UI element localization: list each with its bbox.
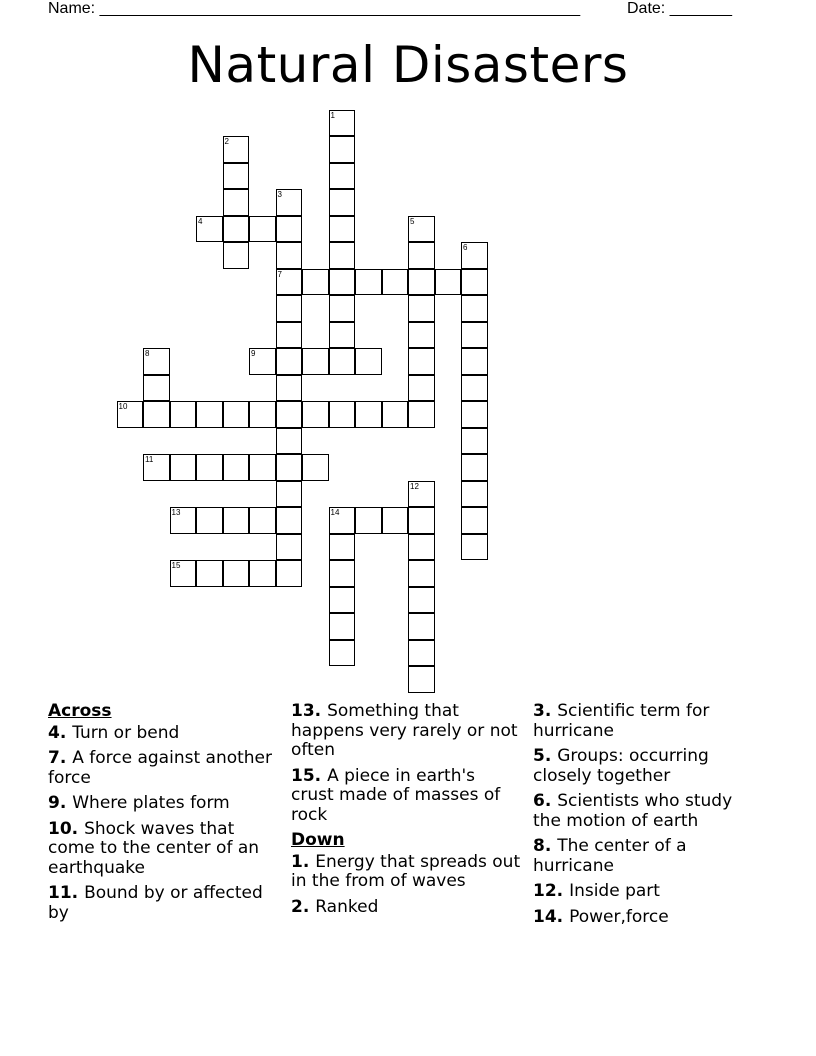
clue-number: 1	[291, 851, 303, 872]
clue-text: Inside part	[569, 881, 660, 901]
grid-cell[interactable]	[276, 454, 303, 481]
clue-item	[291, 767, 523, 826]
grid-cell[interactable]	[329, 587, 356, 614]
grid-cell[interactable]	[276, 428, 303, 455]
grid-cell[interactable]	[461, 454, 488, 481]
grid-cell[interactable]	[223, 189, 250, 216]
grid-cell[interactable]	[355, 507, 382, 534]
grid-cell[interactable]	[461, 534, 488, 561]
clue-item	[48, 724, 284, 744]
cell-number: 8	[145, 349, 150, 358]
grid-cell[interactable]	[408, 401, 435, 428]
grid-cell[interactable]	[223, 454, 250, 481]
clue-item	[533, 908, 765, 928]
clue-number-dot: .	[59, 748, 73, 768]
grid-cell[interactable]	[276, 189, 303, 216]
grid-cell[interactable]	[276, 534, 303, 561]
grid-cell[interactable]	[223, 242, 250, 269]
cell-number: 12	[410, 481, 419, 491]
grid-cell[interactable]	[461, 401, 488, 428]
clue-number-dot: .	[556, 906, 570, 927]
grid-cell[interactable]	[276, 242, 303, 269]
grid-cell[interactable]	[276, 348, 303, 375]
across-heading: Across	[48, 701, 112, 721]
clue-text: Turn or bend	[72, 722, 180, 743]
clue-text: Something that happens very rarely or not often	[291, 701, 518, 760]
grid-cell[interactable]	[143, 454, 170, 481]
cell-number: 5	[410, 216, 415, 226]
grid-cell[interactable]	[196, 401, 223, 428]
clue-number-dot: .	[544, 746, 558, 766]
grid-cell[interactable]	[223, 401, 250, 428]
cell-number: 14	[330, 508, 340, 517]
grid-cell[interactable]	[276, 322, 303, 349]
grid-cell[interactable]	[408, 481, 435, 508]
name-field[interactable]: Name: ______________________________________________________	[48, 0, 581, 17]
grid-cell[interactable]	[408, 322, 435, 349]
grid-cell[interactable]	[276, 507, 303, 534]
grid-cell[interactable]	[302, 454, 329, 481]
grid-cell[interactable]	[117, 401, 144, 428]
grid-cell[interactable]	[302, 348, 329, 375]
clue-column-1	[48, 702, 284, 929]
grid-cell[interactable]	[461, 242, 488, 269]
grid-cell[interactable]	[223, 136, 250, 163]
cell-number: 1	[330, 110, 335, 120]
page-title: Natural Disasters	[187, 36, 629, 94]
cell-number: 13	[171, 508, 181, 517]
grid-cell[interactable]	[196, 216, 223, 243]
grid-cell[interactable]	[408, 534, 435, 561]
clue-text: Shock waves that come to the center of an earthquake	[48, 818, 260, 878]
grid-cell[interactable]	[223, 216, 250, 243]
clue-number-dot: .	[302, 851, 316, 872]
clue-number: 2	[291, 896, 303, 917]
clue-item	[533, 747, 765, 786]
grid-cell[interactable]	[249, 348, 276, 375]
clue-item	[533, 792, 765, 831]
grid-cell[interactable]	[329, 401, 356, 428]
clue-number: 12	[533, 881, 557, 901]
clue-number-dot: .	[302, 896, 316, 917]
clue-item	[533, 882, 765, 902]
clue-text: Power,force	[569, 906, 669, 927]
grid-cell[interactable]	[170, 560, 197, 587]
grid-cell[interactable]	[249, 401, 276, 428]
clue-number: 15	[291, 765, 315, 786]
grid-cell[interactable]	[435, 269, 462, 296]
grid-cell[interactable]	[196, 454, 223, 481]
grid-cell[interactable]	[249, 216, 276, 243]
grid-cell[interactable]	[408, 666, 435, 693]
clue-item	[533, 702, 765, 741]
grid-cell[interactable]	[196, 560, 223, 587]
grid-cell[interactable]	[461, 348, 488, 375]
clue-number: 13	[291, 701, 315, 721]
grid-cell[interactable]	[408, 375, 435, 402]
grid-cell[interactable]	[382, 269, 409, 296]
grid-cell[interactable]	[329, 269, 356, 296]
grid-cell[interactable]	[276, 401, 303, 428]
clue-text: A piece in earth's crust made of masses of rock	[291, 765, 501, 825]
grid-cell[interactable]	[329, 295, 356, 322]
grid-cell[interactable]	[276, 481, 303, 508]
grid-cell[interactable]	[461, 375, 488, 402]
grid-cell[interactable]	[329, 189, 356, 216]
clue-text: Scientific term for hurricane	[533, 701, 710, 741]
grid-cell[interactable]	[249, 454, 276, 481]
grid-cell[interactable]	[276, 375, 303, 402]
grid-cell[interactable]	[329, 613, 356, 640]
grid-cell[interactable]	[170, 401, 197, 428]
grid-cell[interactable]	[461, 295, 488, 322]
grid-cell[interactable]	[355, 269, 382, 296]
grid-cell[interactable]	[276, 560, 303, 587]
grid-cell[interactable]	[329, 534, 356, 561]
grid-cell[interactable]	[461, 481, 488, 508]
clue-item	[533, 837, 765, 876]
clue-text: Scientists who study the motion of earth	[533, 791, 733, 831]
clue-text: The center of a hurricane	[533, 836, 687, 876]
grid-cell[interactable]	[249, 560, 276, 587]
clue-item	[48, 749, 284, 788]
cell-number: 6	[463, 243, 468, 252]
grid-cell[interactable]	[302, 269, 329, 296]
grid-cell[interactable]	[196, 507, 223, 534]
clue-item	[48, 794, 284, 814]
clue-number: 7	[48, 748, 60, 768]
grid-cell[interactable]	[355, 348, 382, 375]
clue-number: 11	[48, 883, 72, 903]
grid-cell[interactable]	[461, 322, 488, 349]
grid-cell[interactable]	[461, 507, 488, 534]
grid-cell[interactable]	[276, 216, 303, 243]
cell-number: 9	[251, 349, 256, 358]
grid-cell[interactable]	[408, 216, 435, 243]
cell-number: 4	[198, 216, 203, 226]
clue-item	[291, 898, 523, 918]
cell-number: 3	[277, 190, 282, 199]
grid-cell[interactable]	[170, 454, 197, 481]
grid-cell[interactable]	[461, 269, 488, 296]
grid-cell[interactable]	[302, 401, 329, 428]
grid-cell[interactable]	[408, 295, 435, 322]
grid-cell[interactable]	[249, 507, 276, 534]
clue-item	[291, 702, 523, 761]
clue-number-dot: .	[556, 881, 570, 901]
grid-cell[interactable]	[355, 401, 382, 428]
clue-text: Groups: occurring closely together	[533, 746, 709, 786]
clue-number: 3	[533, 701, 545, 721]
clue-number: 9	[48, 793, 60, 813]
grid-cell[interactable]	[408, 269, 435, 296]
clue-text: A force against another force	[48, 748, 273, 788]
clue-number: 6	[533, 791, 545, 811]
down-heading: Down	[291, 830, 345, 850]
grid-cell[interactable]	[329, 110, 356, 137]
cell-number: 10	[118, 402, 128, 411]
clue-item	[48, 884, 284, 923]
grid-cell[interactable]	[329, 640, 356, 667]
date-field[interactable]: Date: _______	[627, 0, 732, 17]
clue-text: Energy that spreads out in the from of waves	[291, 851, 521, 891]
cell-number: 15	[171, 561, 181, 570]
clue-number-dot: .	[71, 818, 85, 839]
grid-cell[interactable]	[329, 216, 356, 243]
cell-number: 2	[224, 137, 229, 146]
grid-cell[interactable]	[382, 507, 409, 534]
grid-cell[interactable]	[408, 613, 435, 640]
grid-cell[interactable]	[223, 507, 250, 534]
clue-number: 10	[48, 818, 72, 839]
clue-column-3	[533, 702, 765, 933]
grid-cell[interactable]	[329, 322, 356, 349]
clue-number: 5	[533, 746, 545, 766]
cell-number: 11	[145, 455, 154, 464]
clue-column-2	[291, 702, 523, 923]
grid-cell[interactable]	[461, 428, 488, 455]
grid-cell[interactable]	[408, 560, 435, 587]
clue-number-dot: .	[544, 836, 558, 856]
clue-item	[48, 820, 284, 879]
clue-number: 14	[533, 906, 557, 927]
clue-number-dot: .	[544, 791, 558, 811]
grid-cell[interactable]	[276, 295, 303, 322]
grid-cell[interactable]	[408, 242, 435, 269]
clue-text: Where plates form	[72, 793, 230, 813]
clue-number-dot: .	[71, 883, 85, 903]
grid-cell[interactable]	[408, 507, 435, 534]
clue-number-dot: .	[544, 701, 558, 721]
grid-cell[interactable]	[223, 560, 250, 587]
cell-number: 7	[277, 269, 282, 279]
clue-number-dot: .	[314, 701, 328, 721]
grid-cell[interactable]	[143, 375, 170, 402]
grid-cell[interactable]	[408, 348, 435, 375]
clue-item	[291, 853, 523, 892]
grid-cell[interactable]	[143, 401, 170, 428]
grid-cell[interactable]	[170, 507, 197, 534]
grid-cell[interactable]	[408, 640, 435, 667]
clue-number-dot: .	[59, 793, 73, 813]
grid-cell[interactable]	[223, 163, 250, 190]
grid-cell[interactable]	[329, 507, 356, 534]
clue-text: Ranked	[315, 896, 379, 917]
grid-cell[interactable]	[276, 269, 303, 296]
grid-cell[interactable]	[408, 587, 435, 614]
clue-number: 8	[533, 836, 545, 856]
grid-cell[interactable]	[329, 348, 356, 375]
clue-number: 4	[48, 722, 60, 743]
grid-cell[interactable]	[382, 401, 409, 428]
grid-cell[interactable]	[329, 242, 356, 269]
clue-number-dot: .	[59, 722, 73, 743]
grid-cell[interactable]	[143, 348, 170, 375]
grid-cell[interactable]	[329, 136, 356, 163]
grid-cell[interactable]	[329, 560, 356, 587]
grid-cell[interactable]	[329, 163, 356, 190]
clue-text: Bound by or affected by	[48, 883, 263, 923]
clue-number-dot: .	[314, 765, 328, 786]
